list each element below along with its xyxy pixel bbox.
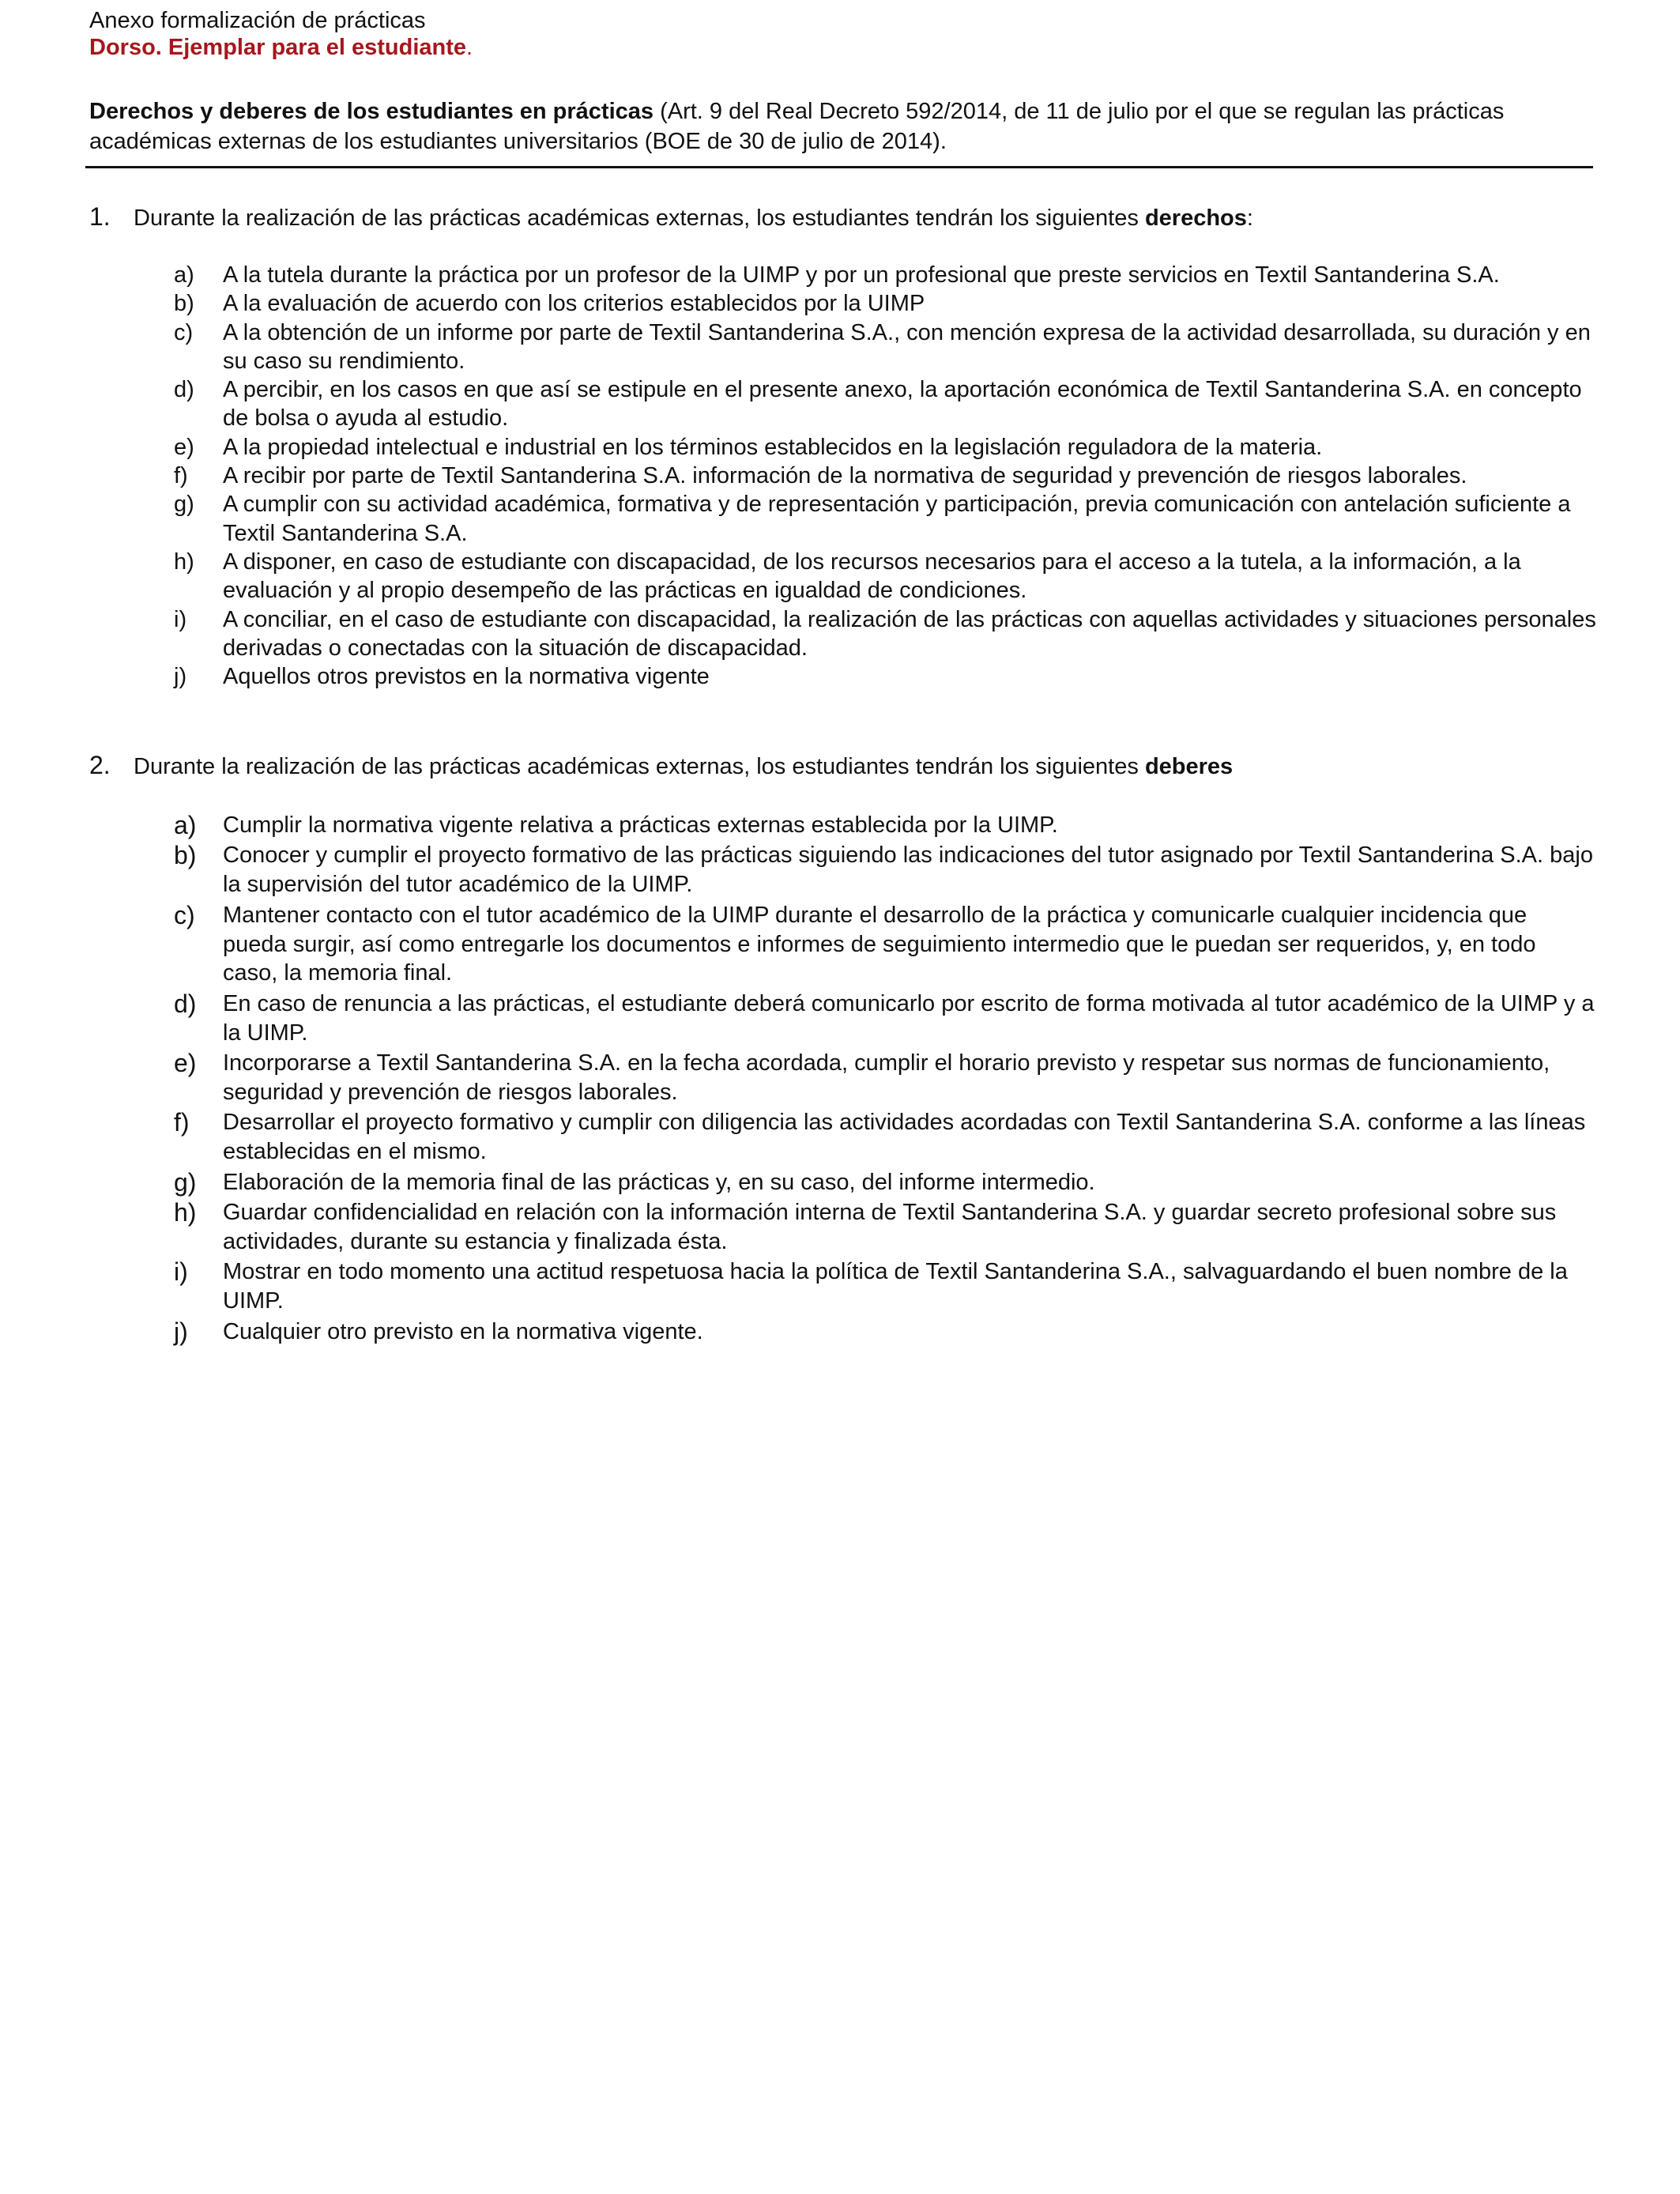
list-item [174, 990, 1596, 1048]
list-item [174, 841, 1596, 899]
item-text: Cumplir la normativa vigente relativa a prácticas externas establecida por la UIMP. [223, 812, 1058, 838]
item-letter: c) [174, 319, 194, 345]
item-text: Incorporarse a Textil Santanderina S.A. en la fecha acordada, cumplir el horario previsto y respetar sus normas de funcionamiento, seguridad y prevención de riesgos laborales. [223, 1050, 1550, 1105]
item-text: Aquellos otros previstos en la normativa vigente [223, 664, 710, 690]
item-letter: a) [174, 811, 197, 839]
item-text: Mantener contacto con el tutor académico de la UIMP durante el desarrollo de la práctica y comunicarle cualquier incidencia que pueda surgir, así como entregarle los documentos e informes de seguimiento intermedio que le puedan ser requeridos, y, en todo caso, la memoria final. [223, 902, 1536, 986]
item-letter: i) [174, 606, 187, 632]
item-text: En caso de renuncia a las prácticas, el estudiante deberá comunicarlo por escrito de forma motivada al tutor académico de la UIMP y a la UIMP. [223, 990, 1595, 1046]
subtitle-bold-text: Dorso. Ejemplar para el estudiante [89, 35, 467, 60]
item-letter: e) [174, 434, 194, 460]
intro-heading: Derechos y deberes de los estudiantes en prácticas [89, 99, 654, 124]
item-text: Cualquier otro previsto en la normativa vigente. [223, 1318, 703, 1344]
item-letter: b) [174, 291, 194, 317]
item-letter: h) [174, 1198, 197, 1227]
item-text: A la tutela durante la práctica por un profesor de la UIMP y por un profesional que preste servicios en Textil Santanderina S.A. [223, 262, 1500, 288]
section-1-number: 1. [89, 202, 111, 231]
section-2-text: Durante la realización de las prácticas académicas externas, los estudiantes tendrán los siguientes [134, 754, 1145, 779]
item-text: A disponer, en caso de estudiante con discapacidad, de los recursos necesarios para el acceso a la tutela, a la información, a la evaluación y al propio desempeño de las prácticas en igualdad de condiciones. [223, 548, 1521, 604]
item-text: Elaboración de la memoria final de las prácticas y, en su caso, del informe intermedio. [223, 1169, 1095, 1195]
item-text: A conciliar, en el caso de estudiante con discapacidad, la realización de las prácticas con aquellas actividades y situaciones personales derivadas o conectadas con la situación de discapacidad. [223, 606, 1596, 661]
list-item [174, 662, 1596, 691]
section-2-number: 2. [89, 751, 111, 779]
section-1-keyword: derechos [1144, 205, 1247, 231]
list-item [174, 1257, 1596, 1316]
item-letter: f) [174, 1108, 190, 1137]
list-item [174, 319, 1596, 376]
subtitle-period: . [466, 35, 473, 60]
list-item [174, 433, 1596, 462]
item-text: Desarrollar el proyecto formativo y cumplir con diligencia las actividades acordadas con Textil Santanderina S.A. conforme a las líneas establecidas en el mismo. [223, 1110, 1586, 1165]
list-item [174, 548, 1596, 605]
item-letter: a) [174, 262, 194, 288]
list-item [174, 1198, 1596, 1257]
item-text: A percibir, en los casos en que así se estipule en el presente anexo, la aportación económica de Textil Santanderina S.A. en concepto de bolsa o ayuda al estudio. [223, 377, 1582, 432]
item-text: A recibir por parte de Textil Santanderina S.A. información de la normativa de seguridad y prevención de riesgos laborales. [223, 463, 1467, 489]
list-item [174, 1049, 1596, 1107]
list-item [174, 811, 1596, 840]
section-1-heading [89, 202, 1253, 232]
intro-paragraph [89, 96, 1591, 156]
item-text: A la propiedad intelectual e industrial en los términos establecidos en la legislación reguladora de la materia. [223, 434, 1323, 460]
list-item [174, 375, 1596, 433]
item-letter: c) [174, 900, 195, 929]
item-letter: j) [174, 1317, 188, 1346]
item-text: Mostrar en todo momento una actitud respetuosa hacia la política de Textil Santanderina S.A., salvaguardando el buen nombre de la UIMP. [223, 1259, 1568, 1314]
list-item [174, 261, 1596, 289]
item-letter: d) [174, 377, 194, 403]
document-header-title: Anexo formalización de prácticas [89, 8, 426, 33]
list-item [174, 1318, 1596, 1347]
list-item [174, 490, 1596, 548]
document-header-subtitle [89, 33, 473, 62]
list-item [174, 901, 1596, 988]
rights-list [174, 261, 1596, 691]
item-text: Guardar confidencialidad en relación con la información interna de Textil Santanderina S.A. y guardar secreto profesional sobre sus actividades, durante su estancia y finalizada ésta. [223, 1200, 1557, 1254]
list-item [174, 605, 1596, 663]
duties-list [174, 811, 1596, 1348]
section-1-colon: : [1246, 205, 1253, 231]
item-letter: f) [174, 463, 188, 489]
list-item [174, 289, 1596, 318]
item-letter: g) [174, 1167, 197, 1197]
item-text: Conocer y cumplir el proyecto formativo de las prácticas siguiendo las indicaciones del tutor asignado por Textil Santanderina S.A. bajo la supervisión del tutor académico de la UIMP. [223, 843, 1593, 898]
item-letter: h) [174, 548, 194, 575]
section-1-text: Durante la realización de las prácticas académicas externas, los estudiantes tendrán los siguientes [134, 205, 1145, 231]
item-text: A la evaluación de acuerdo con los criterios establecidos por la UIMP [223, 291, 925, 317]
item-text: A la obtención de un informe por parte de Textil Santanderina S.A., con mención expresa de la actividad desarrollada, su duración y en su caso su rendimiento. [223, 319, 1591, 374]
section-2-heading [89, 751, 1233, 781]
item-letter: b) [174, 841, 197, 870]
item-letter: e) [174, 1049, 197, 1078]
list-item [174, 1108, 1596, 1167]
intro-reference: (Art. 9 del Real Decreto 592/2014, de 11 de julio por el que se regulan las prácticas académicas externas de los estudiantes universitarios (BOE de 30 de julio de 2014). [89, 99, 1505, 154]
list-item [174, 462, 1596, 490]
item-letter: i) [174, 1257, 188, 1287]
item-letter: d) [174, 989, 197, 1018]
item-letter: j) [174, 664, 187, 690]
section-2-keyword: deberes [1144, 754, 1234, 779]
list-item [174, 1168, 1596, 1197]
item-letter: g) [174, 492, 194, 518]
item-text: A cumplir con su actividad académica, formativa y de representación y participación, previa comunicación con antelación suficiente a Textil Santanderina S.A. [223, 492, 1571, 546]
header-divider [85, 166, 1593, 168]
